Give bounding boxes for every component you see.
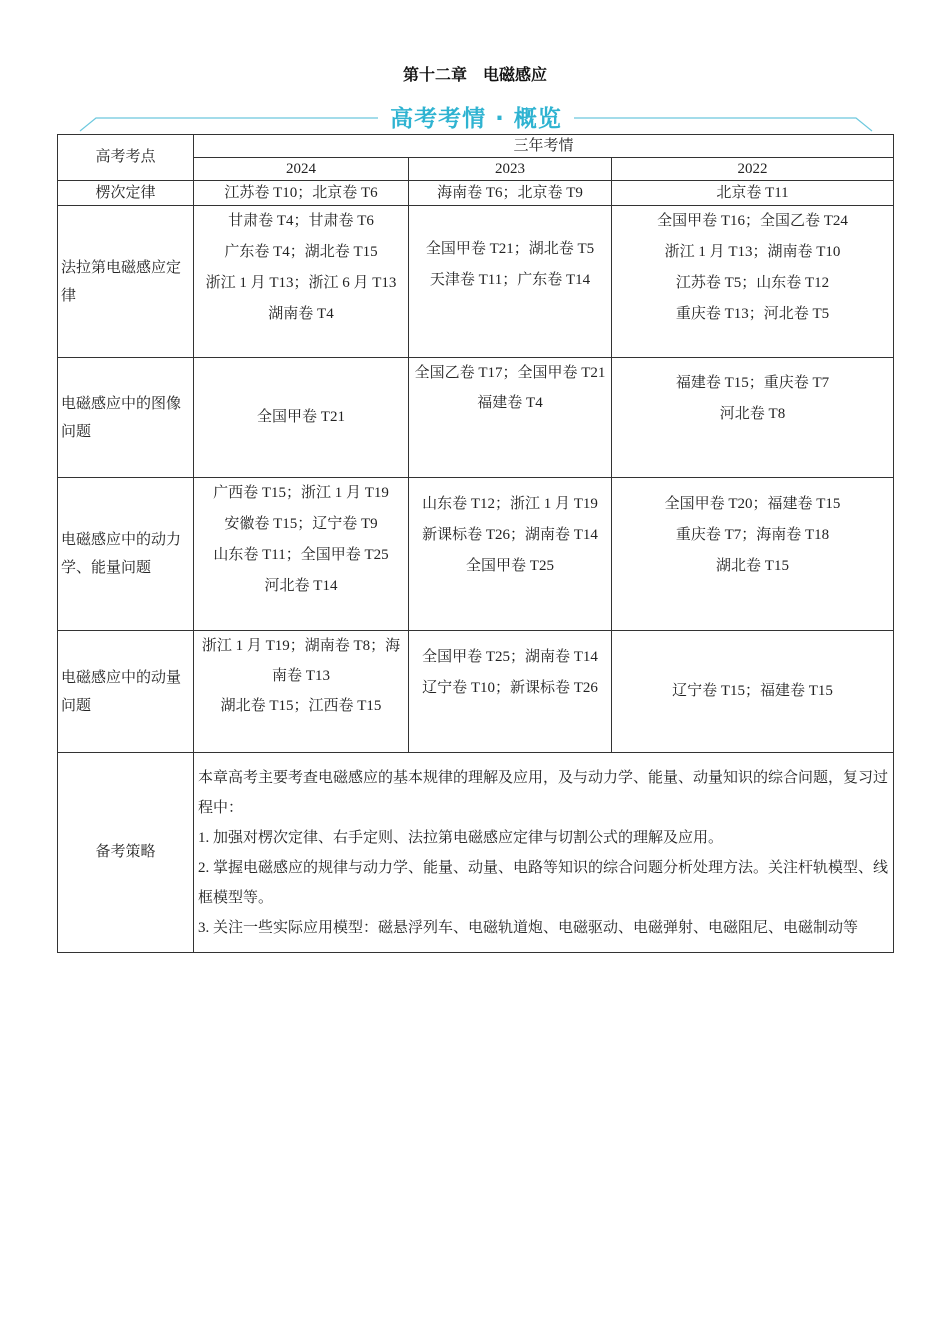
header-three-years: 三年考情 xyxy=(194,135,894,158)
strategy-text xyxy=(194,753,894,953)
header-year-2024: 2024 xyxy=(194,158,409,181)
cell-2024: 全国甲卷 T21 xyxy=(194,358,409,478)
cell-2022: 福建卷 T15；重庆卷 T7 河北卷 T8 xyxy=(612,358,894,478)
strategy-label: 备考策略 xyxy=(58,753,194,953)
cell-2024: 江苏卷 T10；北京卷 T6 xyxy=(194,181,409,206)
topic-cell: 电磁感应中的图像问题 xyxy=(58,358,194,478)
cell-2023: 全国甲卷 T21；湖北卷 T5 天津卷 T11；广东卷 T14 xyxy=(409,206,612,358)
header-year-2023: 2023 xyxy=(409,158,612,181)
topic-cell: 电磁感应中的动力学、能量问题 xyxy=(58,478,194,631)
cell-2022: 全国甲卷 T20；福建卷 T15 重庆卷 T7；海南卷 T18 湖北卷 T15 xyxy=(612,478,894,631)
table-row xyxy=(58,358,894,478)
strategy-paragraph: 3. 关注一些实际应用模型：磁悬浮列车、电磁轨道炮、电磁驱动、电磁弹射、电磁阻尼、电磁制动等 xyxy=(198,919,859,936)
exam-overview-table xyxy=(57,134,894,953)
section-banner xyxy=(78,98,874,134)
table-row xyxy=(58,478,894,631)
cell-2022: 北京卷 T11 xyxy=(612,181,894,206)
header-topic: 高考考点 xyxy=(58,135,194,181)
cell-2023: 山东卷 T12；浙江 1 月 T19 新课标卷 T26；湖南卷 T14 全国甲卷 T25 xyxy=(409,478,612,631)
table-row xyxy=(58,631,894,753)
topic-cell: 电磁感应中的动量问题 xyxy=(58,631,194,753)
cell-2023: 全国乙卷 T17；全国甲卷 T21 福建卷 T4 xyxy=(409,358,612,478)
cell-2024: 广西卷 T15；浙江 1 月 T19 安徽卷 T15；辽宁卷 T9 山东卷 T11；全国甲卷 T25 河北卷 T14 xyxy=(194,478,409,631)
table-row xyxy=(58,181,894,206)
cell-2023: 全国甲卷 T25；湖南卷 T14 辽宁卷 T10；新课标卷 T26 xyxy=(409,631,612,753)
chapter-title: 第十二章 电磁感应 xyxy=(402,65,547,84)
cell-2023: 海南卷 T6；北京卷 T9 xyxy=(409,181,612,206)
topic-cell: 楞次定律 xyxy=(58,181,194,206)
strategy-paragraph: 1. 加强对楞次定律、右手定则、法拉第电磁感应定律与切割公式的理解及应用。 xyxy=(198,829,724,846)
strategy-paragraph: 本章高考主要考查电磁感应的基本规律的理解及应用，及与动力学、能量、动量知识的综合问题，复习过程中： xyxy=(198,769,889,816)
cell-2022: 全国甲卷 T16；全国乙卷 T24 浙江 1 月 T13；湖南卷 T10 江苏卷 T5；山东卷 T12 重庆卷 T13；河北卷 T5 xyxy=(612,206,894,358)
table-row xyxy=(58,206,894,358)
header-year-2022: 2022 xyxy=(612,158,894,181)
banner-title: 高考考情 · 概览 xyxy=(390,106,562,132)
cell-2022: 辽宁卷 T15；福建卷 T15 xyxy=(612,631,894,753)
topic-cell: 法拉第电磁感应定律 xyxy=(58,206,194,358)
strategy-paragraph: 2. 掌握电磁感应的规律与动力学、能量、动量、电路等知识的综合问题分析处理方法。关注杆轨模型、线框模型等。 xyxy=(198,859,889,906)
cell-2024: 浙江 1 月 T19；湖南卷 T8；海南卷 T13 湖北卷 T15；江西卷 T15 xyxy=(194,631,409,753)
table-row xyxy=(58,753,894,953)
cell-2024: 甘肃卷 T4；甘肃卷 T6 广东卷 T4；湖北卷 T15 浙江 1 月 T13；浙江 6 月 T13 湖南卷 T4 xyxy=(194,206,409,358)
